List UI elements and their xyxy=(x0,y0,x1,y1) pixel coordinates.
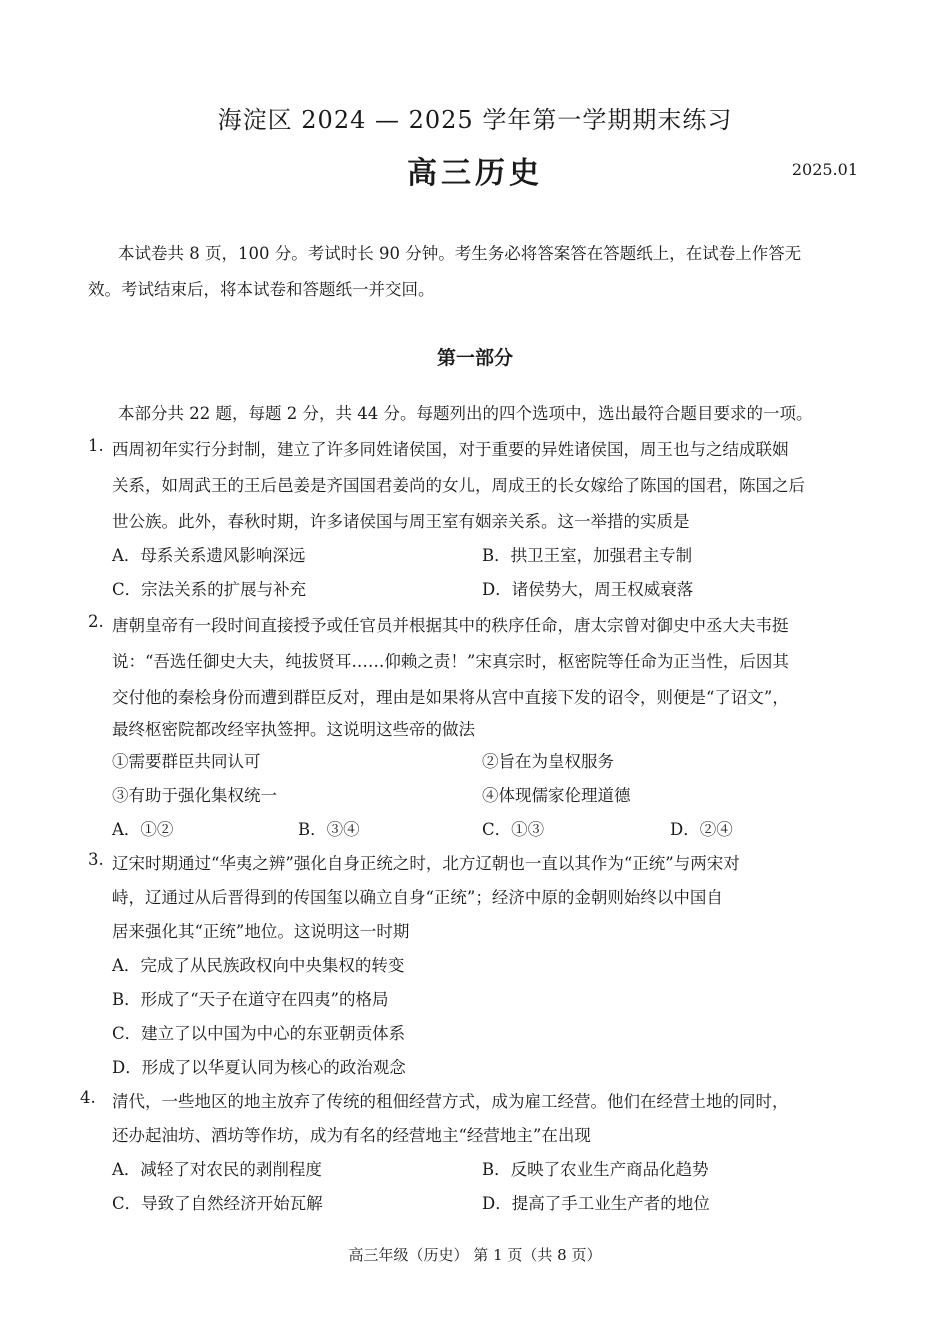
option-b: B．形成了“天子在道守在四夷”的格局 xyxy=(112,990,389,1009)
option-b: B．③④ xyxy=(298,820,360,839)
option-a: A．母系关系遗风影响深远 xyxy=(112,546,306,565)
question-line: 说：“吾选任御史大夫，纯拔贤耳……仰赖之责！”宋真宗时，枢密院等任命为正当性，后因其 xyxy=(112,652,789,671)
question-number: 1. xyxy=(88,436,104,455)
part-instruction: 本部分共 22 题，每题 2 分，共 44 分。每题列出的四个选项中，选出最符合题目要求的一项。 xyxy=(118,404,813,423)
subject-title: 高三历史 xyxy=(407,156,543,191)
option-d: D．形成了以华夏认同为核心的政治观念 xyxy=(112,1058,406,1077)
option-c: C．宗法关系的扩展与补充 xyxy=(112,580,307,599)
intro-line-1: 本试卷共 8 页，100 分。考试时长 90 分钟。考生务必将答案答在答题纸上，在试卷上作答无 xyxy=(118,244,802,263)
question-line: 世公族。此外，春秋时期，许多诸侯国与周王室有姻亲关系。这一举措的实质是 xyxy=(112,512,690,531)
question-line: 最终枢密院都改经宰执签押。这说明这些帝的做法 xyxy=(112,720,475,739)
question-line: 唐朝皇帝有一段时间直接授予或任官员并根据其中的秩序任命，唐太宗曾对御史中丞大夫韦挺 xyxy=(112,616,789,635)
option-d: D．诸侯势大，周王权威衰落 xyxy=(482,580,694,599)
option-b: B．拱卫王室，加强君主专制 xyxy=(482,546,693,565)
question-line: 居来强化其“正统”地位。这说明这一时期 xyxy=(112,922,410,941)
part-title: 第一部分 xyxy=(436,347,513,369)
statement-1: ①需要群臣共同认可 xyxy=(112,752,261,771)
option-a: A．减轻了对农民的剥削程度 xyxy=(112,1160,322,1179)
question-line: 清代，一些地区的地主放弃了传统的租佃经营方式，成为雇工经营。他们在经营土地的同时， xyxy=(112,1092,789,1111)
statement-3: ③有助于强化集权统一 xyxy=(112,786,277,805)
option-c: C．导致了自然经济开始瓦解 xyxy=(112,1194,323,1213)
question-line: 西周初年实行分封制，建立了许多同姓诸侯国，对于重要的异姓诸侯国，周王也与之结成联姻 xyxy=(112,440,789,459)
question-line: 辽宋时期通过“华夷之辨”强化自身正统之时，北方辽朝也一直以其作为“正统”与两宋对 xyxy=(112,854,740,873)
option-d: D．②④ xyxy=(670,820,733,839)
question-line: 关系，如周武王的王后邑姜是齐国国君姜尚的女儿，周成王的长女嫁给了陈国的国君，陈国之后 xyxy=(112,476,805,495)
option-b: B．反映了农业生产商品化趋势 xyxy=(482,1160,709,1179)
option-a: A．完成了从民族政权向中央集权的转变 xyxy=(112,956,405,975)
intro-line-2: 效。考试结束后，将本试卷和答题纸一并交回。 xyxy=(88,280,435,299)
option-d: D．提高了手工业生产者的地位 xyxy=(482,1194,710,1213)
question-number: 2. xyxy=(88,612,104,631)
exam-title: 海淀区 2024 — 2025 学年第一学期期末练习 xyxy=(217,106,733,134)
question-number: 4. xyxy=(80,1088,96,1107)
question-line: 交付他的秦桧身份而遭到群臣反对，理由是如果将从宫中直接下发的诏令，则便是“了诏文”， xyxy=(112,688,789,707)
question-number: 3. xyxy=(88,850,104,869)
option-c: C．建立了以中国为中心的东亚朝贡体系 xyxy=(112,1024,406,1043)
statement-4: ④体现儒家伦理道德 xyxy=(482,786,631,805)
statement-2: ②旨在为皇权服务 xyxy=(482,752,614,771)
option-a: A．①② xyxy=(112,820,174,839)
question-line: 还办起油坊、酒坊等作坊，成为有名的经营地主“经营地主”在出现 xyxy=(112,1126,591,1145)
question-line: 峙，辽通过从后晋得到的传国玺以确立自身“正统”；经济中原的金朝则始终以中国自 xyxy=(112,888,723,907)
exam-date: 2025.01 xyxy=(791,160,858,179)
option-c: C．①③ xyxy=(482,820,545,839)
page-footer: 高三年级（历史） 第 1 页（共 8 页） xyxy=(348,1246,602,1264)
